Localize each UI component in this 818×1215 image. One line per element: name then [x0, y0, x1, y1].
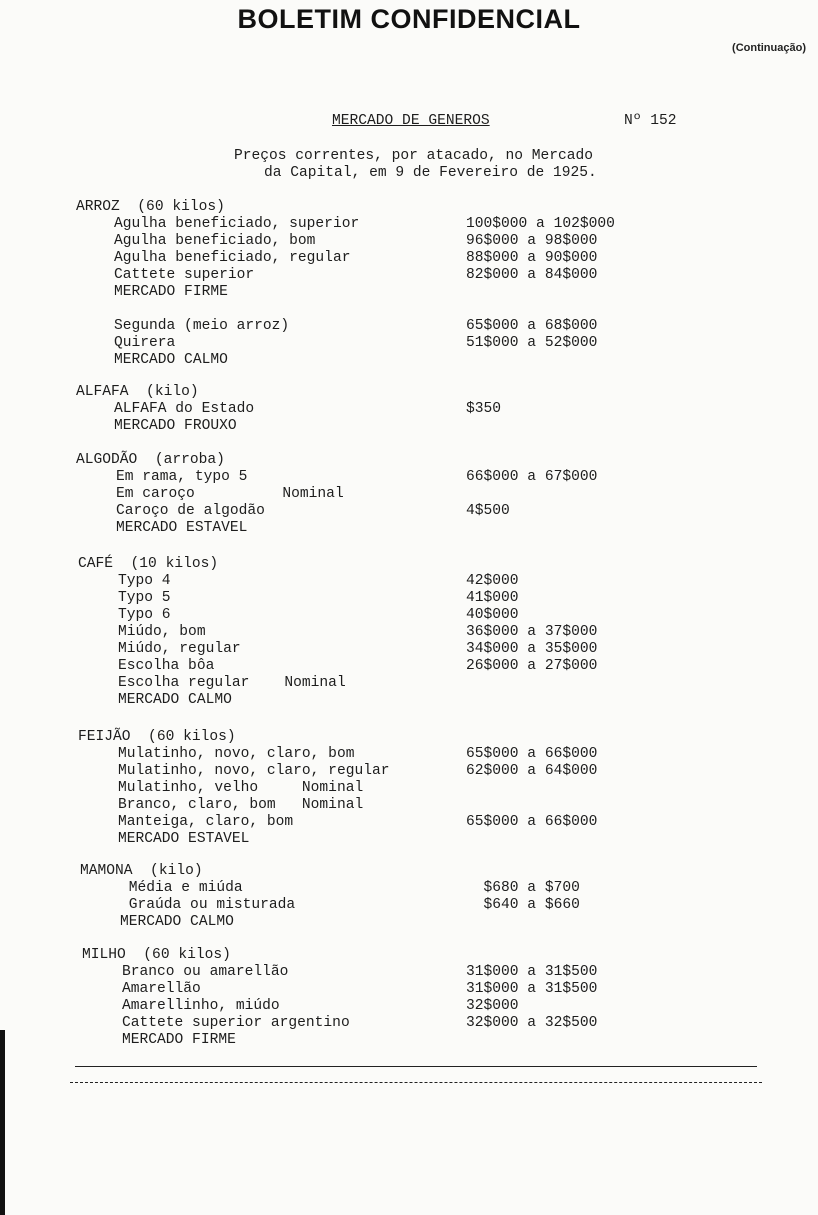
- item-price: 51$000 a 52$000: [466, 335, 598, 351]
- item-label: Cattete superior argentino: [122, 1015, 350, 1031]
- item-label: Manteiga, claro, bom: [118, 814, 294, 830]
- item-label: MERCADO FIRME: [114, 284, 228, 300]
- item-price: 65$000 a 66$000: [466, 814, 598, 830]
- item-label: Agulha beneficiado, superior: [114, 216, 360, 232]
- subtitle-line-1: Preços correntes, por atacado, no Mercado: [234, 148, 594, 164]
- group-heading: MILHO (60 kilos): [82, 947, 231, 963]
- item-price: $640 a $660: [466, 897, 580, 913]
- item-label: Escolha regular Nominal: [118, 675, 346, 691]
- item-price: 96$000 a 98$000: [466, 233, 598, 249]
- subtitle-line-2: da Capital, em 9 de Fevereiro de 1925.: [264, 165, 597, 181]
- item-price: 32$000: [466, 998, 519, 1014]
- item-label: Miúdo, regular: [118, 641, 241, 657]
- item-price: 65$000 a 68$000: [466, 318, 598, 334]
- item-price: $350: [466, 401, 502, 417]
- item-label: Cattete superior: [114, 267, 255, 283]
- item-label: MERCADO ESTAVEL: [116, 520, 248, 536]
- item-price: 4$500: [466, 503, 510, 519]
- item-label: Branco ou amarellão: [122, 964, 289, 980]
- group-heading: CAFÉ (10 kilos): [78, 556, 219, 572]
- item-label: MERCADO FIRME: [122, 1032, 236, 1048]
- item-label: Amarellão: [122, 981, 201, 997]
- continuation-note: (Continuação): [732, 42, 806, 54]
- item-price: 31$000 a 31$500: [466, 981, 598, 997]
- item-label: Escolha bôa: [118, 658, 215, 674]
- item-price: 41$000: [466, 590, 519, 606]
- group-heading: ALFAFA (kilo): [76, 384, 199, 400]
- item-label: Média e miúda: [120, 880, 243, 896]
- item-price: 36$000 a 37$000: [466, 624, 598, 640]
- bottom-rule-1: [75, 1066, 757, 1067]
- item-label: Caroço de algodão: [116, 503, 265, 519]
- group-heading: ALGODÃO (arroba): [76, 452, 225, 468]
- item-label: Quirera: [114, 335, 176, 351]
- item-label: MERCADO ESTAVEL: [118, 831, 250, 847]
- item-label: MERCADO CALMO: [120, 914, 234, 930]
- item-label: Mulatinho, velho Nominal: [118, 780, 364, 796]
- item-label: Agulha beneficiado, bom: [114, 233, 316, 249]
- item-price: $680 a $700: [466, 880, 580, 896]
- bulletin-number: Nº 152: [624, 113, 677, 129]
- item-label: Branco, claro, bom Nominal: [118, 797, 364, 813]
- item-label: MERCADO CALMO: [118, 692, 232, 708]
- bulletin-title: BOLETIM CONFIDENCIAL: [237, 4, 581, 34]
- item-label: Em rama, typo 5: [116, 469, 248, 485]
- item-label: Em caroço Nominal: [116, 486, 344, 502]
- item-price: 32$000 a 32$500: [466, 1015, 598, 1031]
- item-label: MERCADO CALMO: [114, 352, 228, 368]
- item-price: 42$000: [466, 573, 519, 589]
- item-price: 100$000 a 102$000: [466, 216, 615, 232]
- item-label: Typo 4: [118, 573, 171, 589]
- item-label: Segunda (meio arroz): [114, 318, 290, 334]
- bottom-rule-2: [70, 1082, 762, 1083]
- group-heading: FEIJÃO (60 kilos): [78, 729, 236, 745]
- group-heading: MAMONA (kilo): [80, 863, 203, 879]
- item-label: Typo 6: [118, 607, 171, 623]
- item-price: 62$000 a 64$000: [466, 763, 598, 779]
- group-heading: ARROZ (60 kilos): [76, 199, 225, 215]
- item-label: MERCADO FROUXO: [114, 418, 237, 434]
- item-price: 31$000 a 31$500: [466, 964, 598, 980]
- item-label: Typo 5: [118, 590, 171, 606]
- item-price: 34$000 a 35$000: [466, 641, 598, 657]
- item-label: Mulatinho, novo, claro, regular: [118, 763, 390, 779]
- scan-edge-mark: [0, 1030, 5, 1215]
- item-price: 88$000 a 90$000: [466, 250, 598, 266]
- item-price: 40$000: [466, 607, 519, 623]
- item-label: Miúdo, bom: [118, 624, 206, 640]
- item-price: 66$000 a 67$000: [466, 469, 598, 485]
- item-price: 26$000 a 27$000: [466, 658, 598, 674]
- item-label: Mulatinho, novo, claro, bom: [118, 746, 355, 762]
- section-title: MERCADO DE GENEROS: [332, 113, 490, 129]
- item-price: 82$000 a 84$000: [466, 267, 598, 283]
- item-price: 65$000 a 66$000: [466, 746, 598, 762]
- item-label: ALFAFA do Estado: [114, 401, 255, 417]
- item-label: Amarellinho, miúdo: [122, 998, 280, 1014]
- item-label: Graúda ou misturada: [120, 897, 296, 913]
- item-label: Agulha beneficiado, regular: [114, 250, 351, 266]
